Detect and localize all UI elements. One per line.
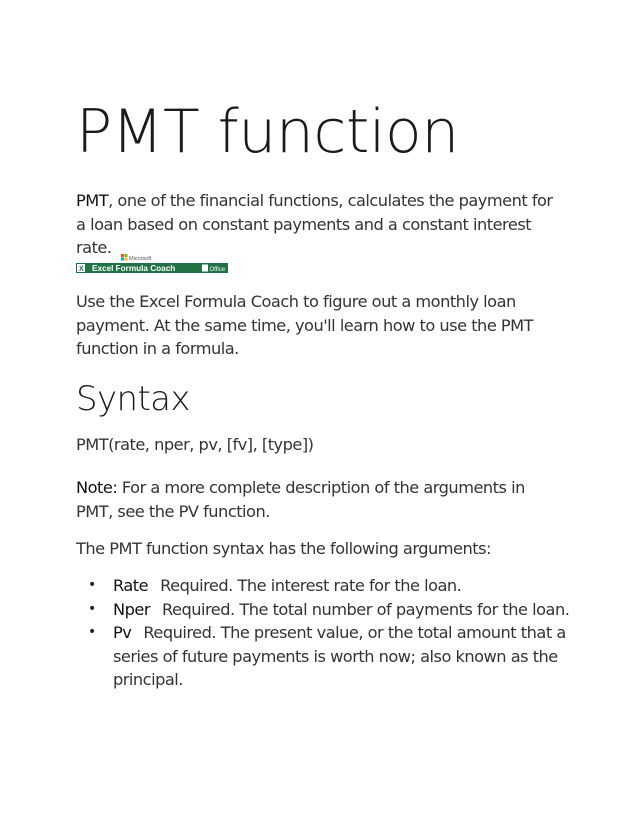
bullet-icon: •: [88, 600, 96, 617]
argument-description: Required. The total number of payments for the loan.: [162, 599, 570, 619]
syntax-signature: PMT(rate, nper, pv, [fv], [type]): [76, 435, 314, 454]
argument-description: Required. The present value, or the total amount that a series of future payments is worth now; also known as the principal.: [113, 623, 566, 689]
function-name: PMT: [76, 191, 109, 210]
excel-formula-coach-banner[interactable]: [76, 253, 228, 274]
arguments-list: [76, 574, 576, 692]
bullet-icon: •: [88, 577, 96, 593]
page-title: PMT function: [76, 97, 459, 167]
list-item: [76, 621, 576, 692]
note-text: For a more complete description of the arguments in PMT, see the PV function.: [76, 478, 525, 521]
note-paragraph: [76, 476, 566, 523]
list-item: [76, 574, 576, 598]
arguments-intro: The PMT function syntax has the following arguments:: [76, 539, 491, 558]
syntax-heading: Syntax: [76, 379, 190, 419]
note-label: Note:: [76, 478, 118, 497]
bullet-icon: •: [88, 624, 96, 640]
argument-name: Nper: [113, 599, 150, 619]
formula-coach-paragraph: Use the Excel Formula Coach to figure out a monthly loan payment. At the same time, you'll learn how to use the PMT function in a formula.: [76, 292, 534, 358]
intro-text: , one of the financial functions, calculates the payment for a loan based on constant payments and a constant interest rate.: [76, 191, 553, 257]
list-item: [76, 598, 576, 622]
argument-name: Rate: [113, 576, 149, 595]
banner-product-label: Excel Formula Coach: [92, 264, 176, 273]
argument-name: Pv: [113, 623, 132, 642]
svg-text:X: X: [79, 266, 84, 273]
office-icon: [202, 265, 208, 272]
argument-description: Required. The interest rate for the loan.: [160, 576, 462, 595]
office-label: Office: [209, 267, 226, 273]
microsoft-label: Microsoft: [129, 256, 152, 262]
microsoft-logo-icon: [121, 254, 128, 261]
intro-paragraph: [76, 189, 566, 260]
